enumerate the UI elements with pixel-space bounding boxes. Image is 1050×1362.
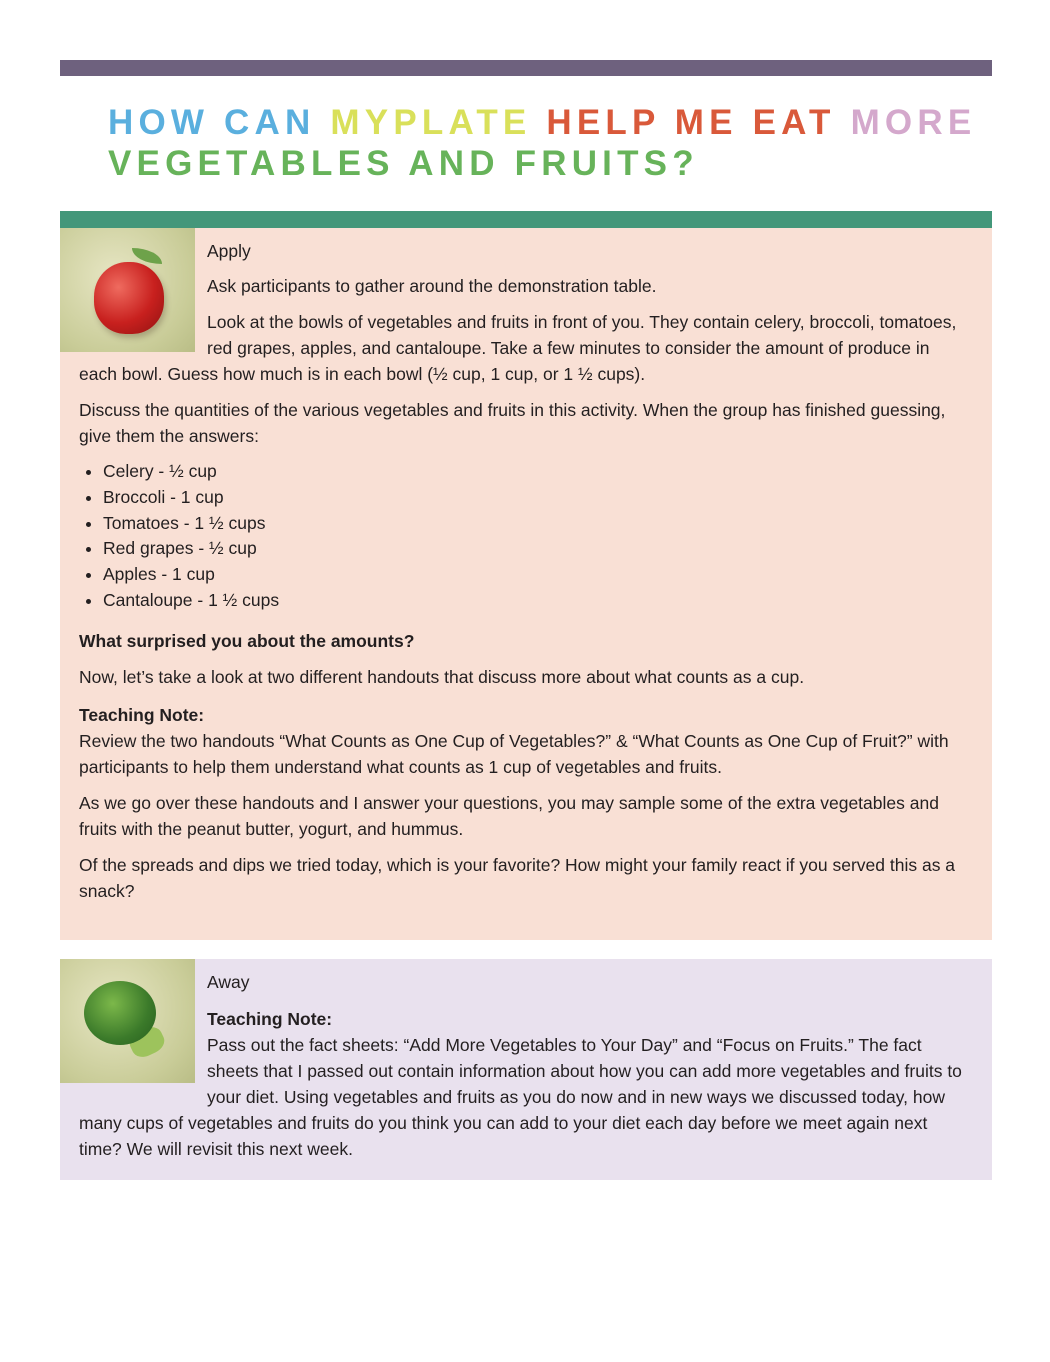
title-word: VEGETABLES AND FRUITS? [108, 144, 699, 183]
paragraph: Look at the bowls of vegetables and fruits in front of you. They contain celery, broccoli, tomatoes, red grapes, apples, and cantaloupe. Take a few minutes to consider the amount of produce in each bowl. Guess how much is in each bowl (½ cup, 1 cup, or 1 ½ cups). [79, 312, 957, 384]
paragraph: As we go over these handouts and I answer your questions, you may sample some of the extra vegetables and fruits with the peanut butter, yogurt, and hummus. [79, 792, 939, 839]
section-heading: Apply [207, 241, 251, 261]
section-heading: Away [207, 972, 250, 992]
paragraph: Discuss the quantities of the various vegetables and fruits in this activity. When the group has finished guessing, give them the answers: [79, 400, 946, 446]
teaching-note-text: Pass out the fact sheets: “Add More Vegetables to Your Day” and “Focus on Fruits.” The fact sheets that I passed out contain information about how you can add more vegetables and fruits to your diet. Using vegetables and fruits as you do now and in new ways we discussed today, how many cups of vegetables and fruits do you think you can add to your diet each day before we meet again next time? We will revisit this next week. [79, 1035, 962, 1159]
list-item: • Red grapes - ½ cup [103, 536, 970, 562]
title-word: MORE [850, 103, 977, 142]
title-word: HELP ME EAT [546, 103, 851, 142]
teaching-note-label: Teaching Note: [79, 704, 205, 725]
paragraph: Of the spreads and dips we tried today, which is your favorite? How might your family react if you served this as a snack? [79, 854, 956, 901]
title-word: MYPLATE [330, 103, 547, 142]
broccoli-image [60, 959, 195, 1083]
apple-image [60, 228, 195, 352]
list-item: • Cantaloupe - 1 ½ cups [103, 588, 970, 614]
list-item: • Tomatoes - 1 ½ cups [103, 511, 970, 537]
list-item: • Broccoli - 1 cup [103, 485, 970, 511]
teaching-note-text: Review the two handouts “What Counts as One Cup of Vegetables?” & “What Counts as One Cup of Fruit?” with participants to help them understand what counts as 1 cup of vegetables and fruits. [79, 730, 949, 777]
section-divider-bar [60, 211, 992, 228]
paragraph: Ask participants to gather around the demonstration table. [207, 276, 657, 296]
broccoli-icon [84, 981, 156, 1045]
away-section [60, 959, 992, 1180]
list-item: • Apples - 1 cup [103, 562, 970, 588]
answers-list [79, 459, 970, 614]
apply-section [60, 228, 992, 940]
page-title [108, 102, 988, 184]
paragraph: Now, let’s take a look at two different handouts that discuss more about what counts as a cup. [79, 666, 805, 687]
apple-icon [94, 262, 164, 334]
title-word: HOW CAN [108, 103, 331, 142]
list-item: • Celery - ½ cup [103, 459, 970, 485]
teaching-note-label: Teaching Note: [207, 1009, 333, 1029]
discussion-question: What surprised you about the amounts? [79, 630, 415, 651]
top-divider-bar [60, 60, 992, 76]
